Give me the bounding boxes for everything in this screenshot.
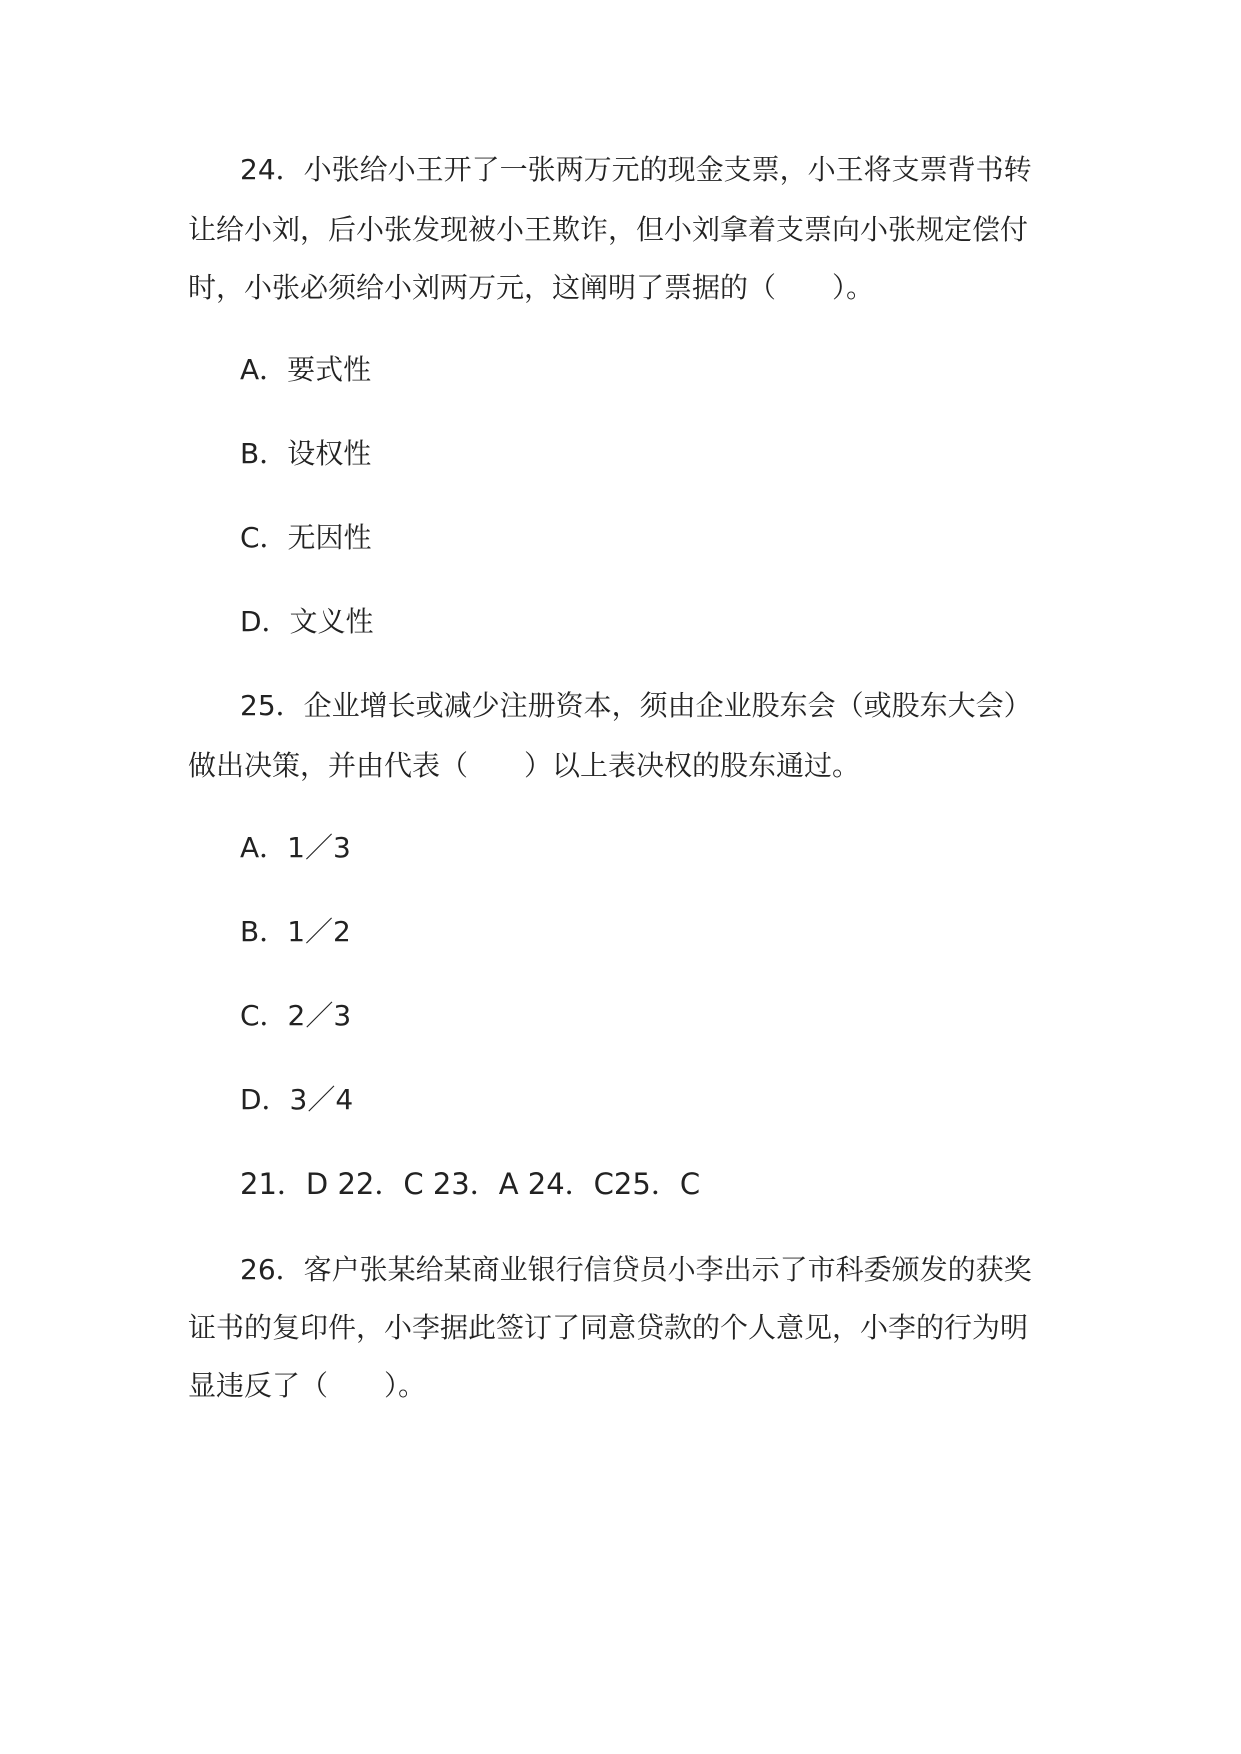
question-25-option-d: D．3／4 [240, 1083, 354, 1116]
question-26-line-2: 证书的复印件，小李据此签订了同意贷款的个人意见，小李的行为明 [188, 1311, 1029, 1344]
question-24-line-3: 时，小张必须给小刘两万元，这阐明了票据的（ ）。 [188, 271, 875, 304]
question-24-line-2: 让给小刘，后小张发现被小王欺诈，但小刘拿着支票向小张规定偿付 [188, 213, 1029, 246]
question-24-option-c: C．无因性 [240, 521, 372, 554]
question-25-line-2: 做出决策，并由代表（ ）以上表决权的股东通过。 [188, 749, 861, 782]
question-25-option-c: C．2／3 [240, 999, 352, 1032]
question-24-option-a: A．要式性 [240, 353, 372, 386]
question-24-option-b: B．设权性 [240, 437, 372, 470]
answer-key: 21．D 22．C 23．A 24．C25．C [240, 1167, 701, 1201]
question-25-line-1: 25．企业增长或减少注册资本，须由企业股东会（或股东大会） [240, 689, 1032, 722]
question-26-line-1: 26．客户张某给某商业银行信贷员小李出示了市科委颁发的获奖 [240, 1253, 1032, 1286]
question-26-line-3: 显违反了（ ）。 [188, 1369, 427, 1402]
question-25-option-a: A．1／3 [240, 831, 351, 864]
question-24-option-d: D．文义性 [240, 605, 374, 638]
question-24-line-1: 24．小张给小王开了一张两万元的现金支票，小王将支票背书转 [240, 153, 1032, 186]
question-25-option-b: B．1／2 [240, 915, 351, 948]
